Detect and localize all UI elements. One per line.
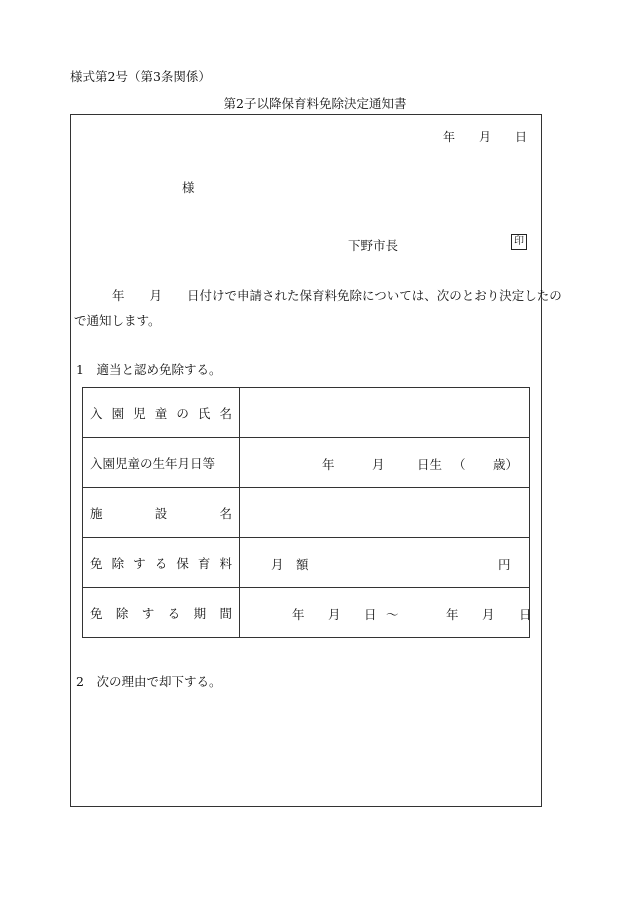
birth-year: 年 xyxy=(322,457,335,472)
birth-day: 日生 xyxy=(417,457,443,472)
value-child-name xyxy=(240,388,530,438)
age-label: 歳） xyxy=(493,457,519,472)
date-day: 日 xyxy=(515,130,528,144)
seal-mark: 印 xyxy=(511,234,527,250)
table-row xyxy=(83,388,530,438)
row-label-child-name xyxy=(83,388,240,438)
label-text: 入 園 児 童 の 氏 名 xyxy=(90,405,232,421)
monthly-amount-label: 月 額 xyxy=(271,557,309,572)
table-row xyxy=(83,538,530,588)
yen-label: 円 xyxy=(498,557,511,572)
label-text: 入園児童の生年月日等 xyxy=(90,455,216,471)
period-start-month: 月 xyxy=(328,607,341,622)
row-label-period xyxy=(83,588,240,638)
exemption-details-table xyxy=(82,387,530,638)
document-title: 第2子以降保育料免除決定通知書 xyxy=(223,96,407,111)
value-birthdate xyxy=(240,438,530,488)
form-number: 様式第2号（第3条関係） xyxy=(70,69,211,84)
table-row xyxy=(83,588,530,638)
birth-month: 月 xyxy=(372,457,385,472)
row-label-facility xyxy=(83,488,240,538)
addressee-honorific: 様 xyxy=(182,180,195,195)
value-fee xyxy=(240,538,530,588)
item2-heading: 2 次の理由で却下する。 xyxy=(76,674,222,689)
period-end-year: 年 xyxy=(446,607,459,622)
table-row xyxy=(83,438,530,488)
label-text: 免 除 す る 期 間 xyxy=(90,605,232,621)
age-open-paren: （ xyxy=(453,457,466,472)
row-label-birthdate xyxy=(83,438,240,488)
period-end-month: 月 xyxy=(482,607,495,622)
date-month: 月 xyxy=(479,130,492,144)
period-start-year: 年 xyxy=(292,607,305,622)
period-start-day: 日 xyxy=(364,607,377,622)
sender-title: 下野市長 xyxy=(348,238,399,253)
value-facility xyxy=(240,488,530,538)
label-text: 施 設 名 xyxy=(90,505,232,521)
date-year: 年 xyxy=(443,130,456,144)
row-label-fee xyxy=(83,538,240,588)
period-end-day: 日 xyxy=(519,607,532,622)
item1-heading: 1 適当と認め免除する。 xyxy=(76,362,222,377)
table-row xyxy=(83,488,530,538)
label-text: 免 除 す る 保 育 料 xyxy=(90,555,232,571)
period-tilde: ～ xyxy=(386,607,399,622)
body-text-line1: 年 月 日付けで申請された保育料免除については、次のとおり決定したの xyxy=(112,288,562,303)
value-period xyxy=(240,588,530,638)
body-text-line2: で通知します。 xyxy=(74,313,161,328)
